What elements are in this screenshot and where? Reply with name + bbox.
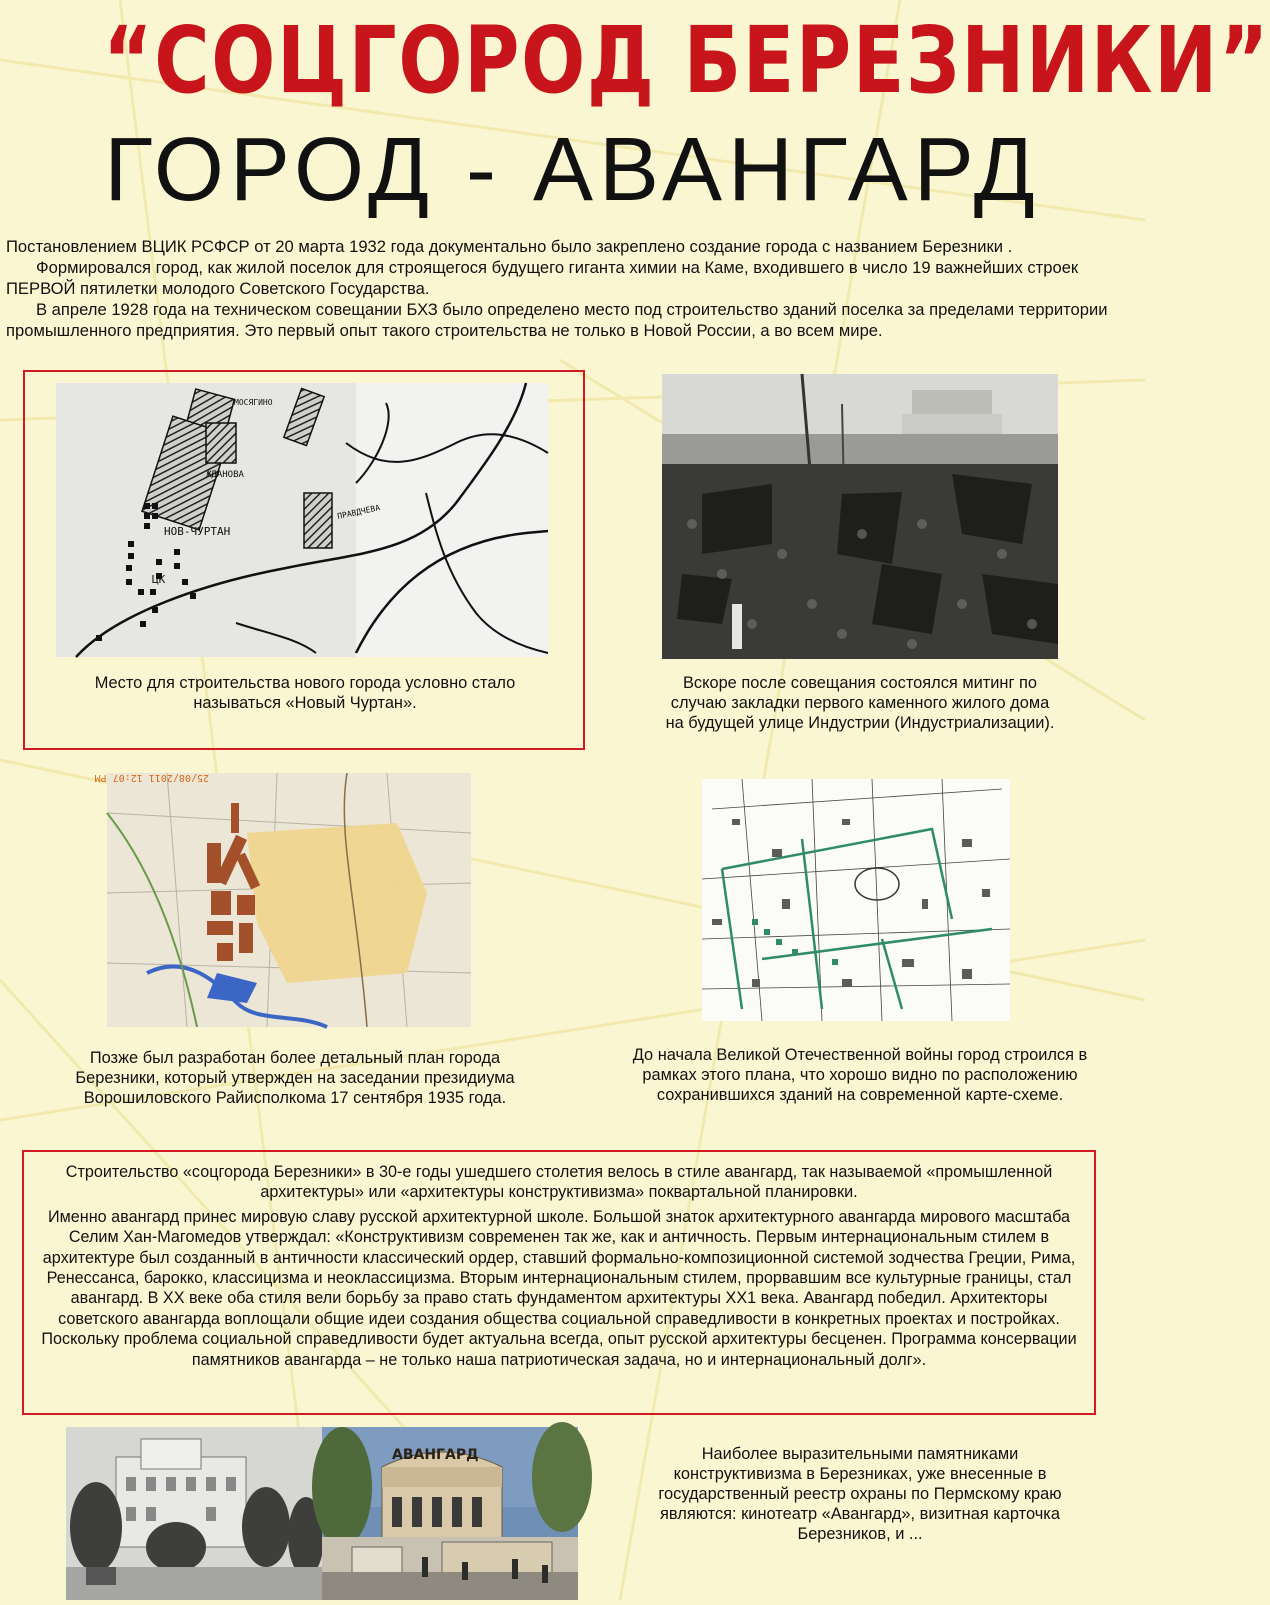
essay-paragraph: Строительство «соцгорода Березники» в 30-е годы ушедшего столетия велось в стиле авангард, так называемой «промышленной архитектуры» или «архитектуры конструктивизма» поквартальной планировки.	[65, 1163, 1053, 1202]
color-plan-image	[94, 772, 471, 1027]
monuments-caption: Наиболее выразительными памятниками конструктивизма в Березниках, уже внесенные в государственный реестр охраны по Пермскому краю являются: кинотеатр «Авангард», визитная карточка Березников, и ...	[658, 1445, 1062, 1543]
sketch-map-image	[56, 383, 548, 657]
color-plan-caption: Позже был разработан более детальный план города Березники, который утвержден на заседании президиума Ворошиловского Райисполкома 17 сентября 1935 года.	[75, 1049, 515, 1107]
sketch-label: ЦК	[152, 573, 166, 586]
page-title: “СОЦГОРОД БЕРЕЗНИКИ”	[103, 7, 1270, 114]
intro-paragraph: В апреле 1928 года на техническом совещании БХЗ было определено место под строительство зданий поселка за пределами территории промышленного предприятия. Это первый опыт такого строительства не только в Новой России, а во всем мире.	[6, 300, 1108, 340]
plan-timestamp: 25/08/2011 12:07 PM	[94, 772, 209, 783]
intro-paragraph: Постановлением ВЦИК РСФСР от 20 марта 1932 года документально было закреплено создание города с названием Березники .	[6, 237, 1013, 256]
sketch-map-drawing	[56, 383, 548, 657]
modern-map-drawing	[702, 779, 1010, 1021]
old-building-photo	[66, 1427, 322, 1600]
page-subtitle: ГОРОД - АВАНГАРД	[104, 120, 1041, 220]
cinema-sign: АВАНГАРД	[392, 1447, 479, 1463]
cinema-avangard-image	[322, 1427, 578, 1600]
modern-map-image	[702, 779, 1010, 1021]
color-plan-drawing	[94, 772, 471, 1027]
sketch-label: ПРАВДЧЕВА	[336, 503, 381, 521]
intro-paragraph: Формировался город, как жилой поселок для строящегося будущего гиганта химии на Каме, входившего в число 19 важнейших строек ПЕРВОЙ пятилетки молодого Советского Государства.	[6, 258, 1079, 298]
sketch-label: ЖДАНОВА	[206, 470, 244, 480]
rally-photo	[662, 374, 1058, 659]
sketch-label: НОВ-ЧУРТАН	[164, 525, 231, 538]
rally-photo-image	[662, 374, 1058, 659]
modern-map-caption: До начала Великой Отечественной войны город строился в рамках этого плана, что хорошо видно по расположению сохранившихся зданий на современной карте-схеме.	[632, 1046, 1088, 1104]
essay-panel	[22, 1150, 1096, 1415]
sketch-map-caption: Место для строительства нового города условно стало называться «Новый Чуртан».	[94, 674, 516, 712]
sketch-label: МОСЯГИНО	[234, 398, 273, 407]
cinema-avangard-photo	[322, 1427, 578, 1600]
intro-text	[6, 236, 1138, 341]
essay-paragraph: Именно авангард принес мировую славу русской архитектурной школе. Большой знаток архитектурного авангарда мирового масштаба Селим Хан-Магомедов утверждал: «Конструктивизм современен так же, как и античность. Первым интернациональным стилем в архитектуре был созданный в античности классический ордер, ставший формально-композиционной системой зодчества Греции, Рима, Ренессанса, барокко, классицизма и неоклассицизма. Вторым интернациональным стилем, прорвавшим все культурные границы, стал авангард. В ХХ веке оба стиля вели борьбу за право стать фундаментом архитектуры ХХ1 века. Авангард победил. Архитекторы советского авангарда воплощали общие идеи создания общества социальной справедливости в конкретных проектах и постройках. Поскольку проблема социальной справедливости будет актуальна всегда, опыт русской архитектуры бесценен. Программа консервации памятников авангарда – не только наша патриотическая задача, но и интернациональный долг».	[41, 1207, 1077, 1369]
old-building-image	[66, 1427, 322, 1600]
rally-photo-caption: Вскоре после совещания состоялся митинг по случаю закладки первого каменного жилого дома на будущей улице Индустрии (Индустриализации).	[665, 674, 1055, 732]
